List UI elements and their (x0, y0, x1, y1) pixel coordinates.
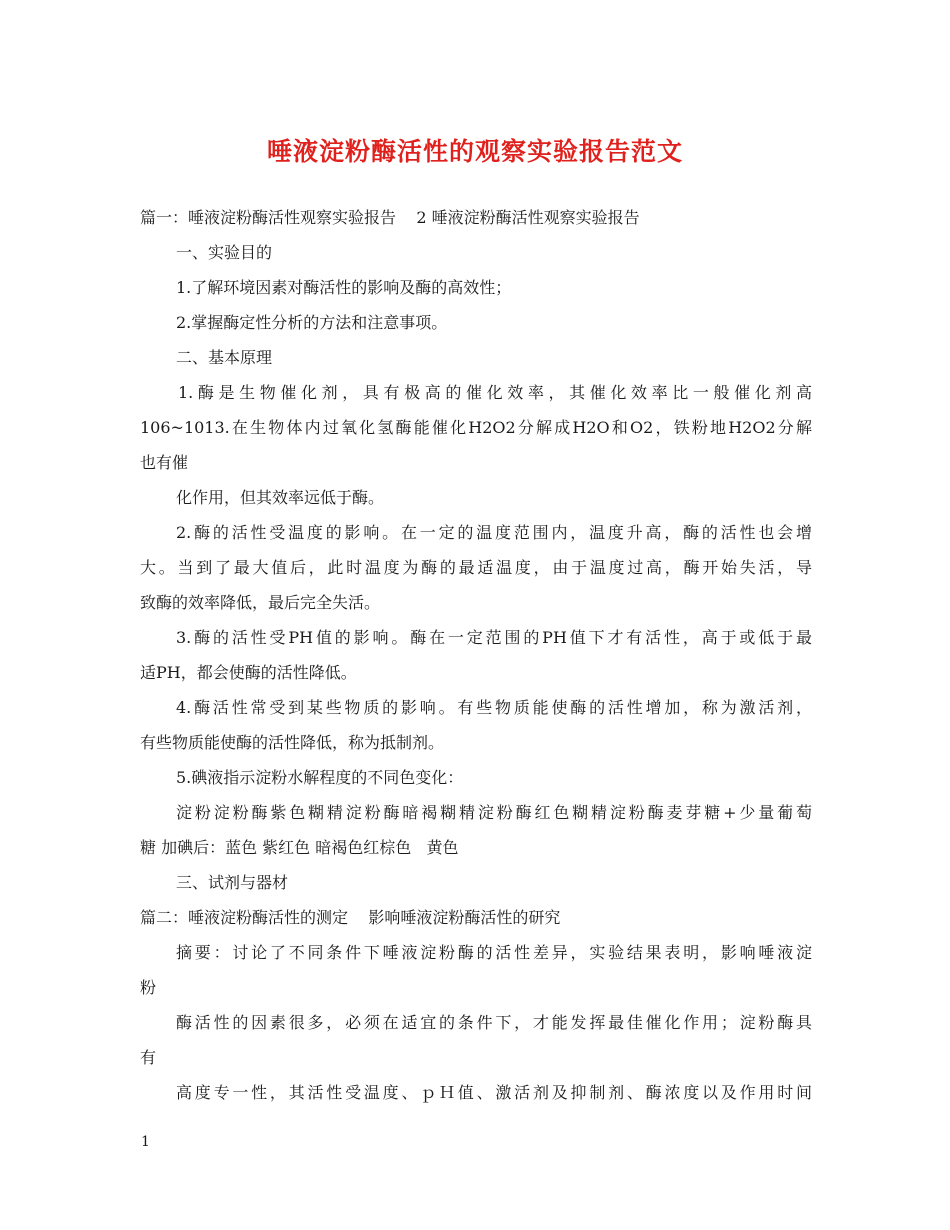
text-line: 2.掌握酶定性分析的方法和注意事项。 (176, 313, 448, 332)
text-line: 酶活性的因素很多，必须在适宜的条件下，才能发挥最佳催化作用；淀粉酶具 (176, 1013, 812, 1032)
text-line: 篇二：唾液淀粉酶活性的测定 影响唾液淀粉酶活性的研究 (140, 908, 561, 927)
text-line: 1.酶是生物催化剂，具有极高的催化效率，其催化效率比一般催化剂高 (178, 383, 812, 402)
text-line: 糖 加碘后：蓝色 紫红色 暗褐色红棕色 黄色 (140, 838, 459, 857)
text-line: 一、实验目的 (176, 243, 273, 262)
text-line: 高度专一性，其活性受温度、ｐＨ值、激活剂及抑制剂、酶浓度以及作用时间 (176, 1083, 812, 1102)
text-line: 摘要：讨论了不同条件下唾液淀粉酶的活性差异，实验结果表明，影响唾液淀 (176, 943, 812, 962)
text-line: 5.碘液指示淀粉水解程度的不同色变化： (176, 768, 464, 787)
text-line: 致酶的效率降低，最后完全失活。 (140, 593, 381, 612)
text-line: 有 (140, 1048, 157, 1067)
document-title: 唾液淀粉酶活性的观察实验报告范文 (266, 137, 683, 166)
text-line: 淀粉淀粉酶紫色糊精淀粉酶暗褐糊精淀粉酶红色糊精淀粉酶麦芽糖+少量葡萄 (176, 803, 812, 822)
page-number: 1 (141, 1134, 150, 1150)
text-line: 化作用，但其效率远低于酶。 (176, 488, 385, 507)
text-line: 3.酶的活性受PH值的影响。酶在一定范围的PH值下才有活性，高于或低于最 (176, 628, 812, 647)
text-line: 106~1013.在生物体内过氧化氢酶能催化H2O2分解成H2O和O2，铁粉地H2O2分解 (140, 418, 812, 437)
document-body (140, 200, 812, 1110)
text-line: 粉 (140, 978, 157, 997)
text-line: 1.了解环境因素对酶活性的影响及酶的高效性； (176, 278, 512, 297)
text-line: 三、试剂与器材 (176, 873, 289, 892)
text-line: 大。当到了最大值后，此时温度为酶的最适温度，由于温度过高，酶开始失活，导 (140, 558, 812, 577)
text-line: 也有催 (140, 453, 189, 472)
text-line: 篇一：唾液淀粉酶活性观察实验报告 2 唾液淀粉酶活性观察实验报告 (140, 208, 640, 227)
text-line: 二、基本原理 (176, 348, 273, 367)
text-line: 适PH，都会使酶的活性降低。 (140, 663, 357, 682)
text-line: 4.酶活性常受到某些物质的影响。有些物质能使酶的活性增加，称为激活剂， (176, 698, 812, 717)
text-line: 有些物质能使酶的活性降低，称为抵制剂。 (140, 733, 445, 752)
text-line: 2.酶的活性受温度的影响。在一定的温度范围内，温度升高，酶的活性也会增 (176, 523, 812, 542)
